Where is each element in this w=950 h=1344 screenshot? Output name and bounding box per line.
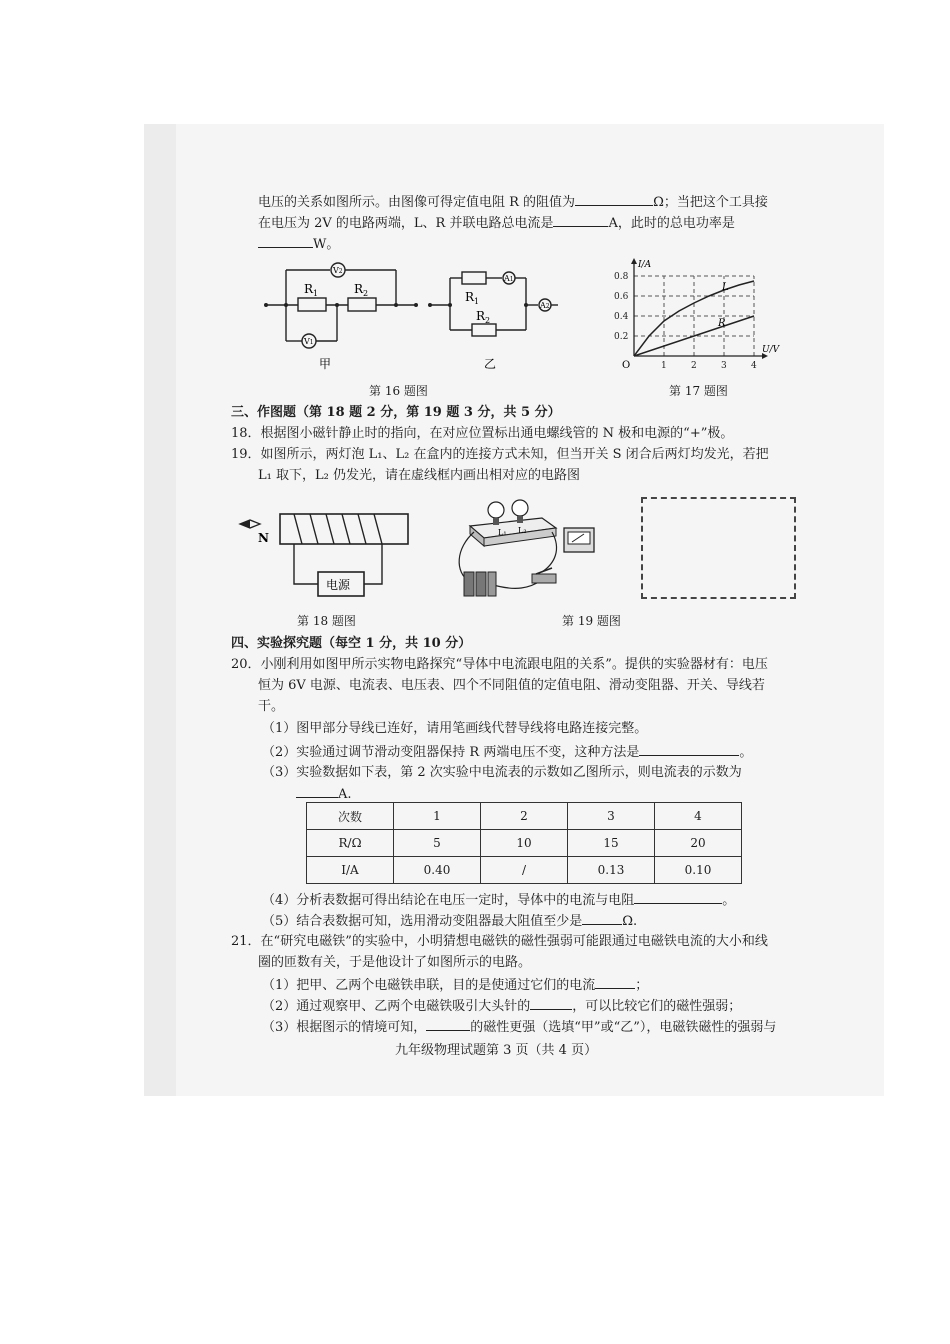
label-jia: 甲 — [319, 357, 332, 371]
q20-line-2: 恒为 6V 电源、电流表、电压表、四个不同阻值的定值电阻、滑动变阻器、开关、导线若 — [258, 678, 765, 693]
battery-cell — [464, 572, 474, 596]
table-cell: I/A — [307, 857, 394, 884]
fig16-caption: 第 16 题图 — [369, 384, 428, 398]
table-cell: 次数 — [307, 803, 394, 830]
page-footer: 九年级物理试题第 3 页（共 4 页） — [395, 1043, 598, 1058]
n-pole-label: N — [258, 531, 269, 545]
table-cell: 1 — [394, 803, 481, 830]
y-tick-label: 0.6 — [614, 292, 629, 302]
curve-l-label: L — [722, 282, 729, 293]
chart-grid — [634, 276, 754, 356]
a2-label: A2 — [540, 301, 550, 310]
q19-line-1: 19．如图所示，两灯泡 L₁、L₂ 在盒内的连接方式未知，但当开关 S 闭合后两灯均发光，若把 — [231, 447, 769, 462]
answer-blank[interactable] — [575, 192, 653, 206]
switch-s — [532, 574, 556, 583]
y-axis-arrow — [631, 258, 637, 264]
section4-heading: 四、实验探究题（每空 1 分，共 10 分） — [231, 636, 472, 651]
q21-part-3: （3）根据图示的情境可知， 的磁性更强（选填“甲”或“乙”），电磁铁磁性的强弱与 — [262, 1017, 776, 1037]
answer-blank[interactable] — [530, 996, 572, 1010]
r1-label: $R_1$ — [304, 282, 319, 298]
q20-line-3: 干。 — [258, 699, 285, 714]
table-cell: 0.40 — [394, 857, 481, 884]
r2-resistor — [472, 324, 496, 336]
x-tick-label: 2 — [691, 361, 697, 371]
r2-label-yi: $R_2$ — [476, 309, 491, 325]
answer-blank[interactable] — [582, 911, 622, 925]
table-row — [307, 830, 742, 857]
table-cell: 10 — [481, 830, 568, 857]
table-cell: 3 — [568, 803, 655, 830]
x-tick-label: 3 — [721, 361, 727, 371]
table-cell: 0.13 — [568, 857, 655, 884]
battery-cell — [476, 572, 486, 596]
table-cell: / — [481, 857, 568, 884]
answer-blank[interactable] — [639, 742, 739, 756]
bulb-l1 — [488, 502, 504, 518]
table-cell: R/Ω — [307, 830, 394, 857]
x-tick-label: 4 — [751, 361, 757, 371]
fig18-solenoid — [236, 502, 416, 606]
y-tick-label: 0.4 — [614, 312, 629, 322]
table-row — [307, 803, 742, 830]
section3-heading: 三、作图题（第 18 题 2 分，第 19 题 3 分，共 5 分） — [231, 405, 561, 420]
y-axis-label: I/A — [638, 260, 652, 270]
l2-label: L₂ — [518, 526, 527, 535]
r2-resistor — [348, 298, 376, 311]
fig16-circuits — [258, 256, 558, 380]
y-tick-label: 0.8 — [614, 272, 629, 282]
l1-label: L₁ — [498, 528, 507, 537]
q21-part-1: （1）把甲、乙两个电磁铁串联，目的是使通过它们的电流 ； — [262, 975, 648, 995]
q20-part-3-answer: A. — [296, 784, 352, 804]
q20-part-1: （1）图甲部分导线已连好，请用笔画线代替导线将电路连接完整。 — [262, 721, 648, 736]
answer-blank[interactable] — [634, 890, 722, 904]
curve-r-label: R — [718, 318, 726, 329]
v1-label: V1 — [304, 337, 314, 346]
table-cell: 0.10 — [655, 857, 742, 884]
power-supply-label: 电源 — [326, 578, 351, 592]
answer-blank[interactable] — [296, 784, 338, 798]
table-cell: 15 — [568, 830, 655, 857]
q19-line-2: L₁ 取下，L₂ 仍发光，请在虚线框内画出相对应的电路图 — [258, 468, 580, 483]
y-tick-label: 0.2 — [614, 332, 629, 342]
answer-blank[interactable] — [553, 213, 608, 227]
q20-line-1: 20．小刚利用如图甲所示实物电路探究“导体中电流跟电阻的关系”。提供的实验器材有：电压 — [231, 657, 768, 672]
bulb-l2 — [512, 500, 528, 516]
q17-line-2: 在电压为 2V 的电路两端，L、R 并联电路总电流是 A，此时的总电功率是 — [258, 213, 735, 233]
q18-text: 18．根据图小磁针静止时的指向，在对应位置标出通电螺线管的 N 极和电源的“+”极。 — [231, 426, 734, 441]
answer-blank[interactable] — [595, 975, 635, 989]
data-table — [306, 802, 742, 884]
origin-label: O — [622, 360, 631, 371]
q21-line-2: 圈的匝数有关，于是他设计了如图所示的电路。 — [258, 955, 532, 970]
solenoid-core — [280, 514, 408, 544]
fig17-caption: 第 17 题图 — [669, 384, 728, 398]
table-cell: 2 — [481, 803, 568, 830]
q17-line-1: 电压的关系如图所示。由图像可得定值电阻 R 的阻值为 Ω；当把这个工具接 — [258, 192, 768, 212]
battery-cell — [488, 572, 496, 596]
table-cell: 5 — [394, 830, 481, 857]
q21-part-2: （2）通过观察甲、乙两个电磁铁吸引大头针的 ，可以比较它们的磁性强弱； — [262, 996, 741, 1016]
v2-label: V2 — [333, 266, 343, 275]
r1-resistor — [298, 298, 326, 311]
table-cell: 4 — [655, 803, 742, 830]
table-row — [307, 857, 742, 884]
a1-label: A1 — [504, 274, 514, 283]
q21-line-1: 21．在“研究电磁铁”的实验中，小明猜想电磁铁的磁性强弱可能跟通过电磁铁电流的大小和线 — [231, 934, 768, 949]
r1-resistor — [462, 272, 486, 284]
fig19-circuit — [446, 488, 606, 606]
fig19-caption: 第 19 题图 — [562, 614, 621, 628]
r1-label-yi: $R_1$ — [465, 290, 480, 306]
q17-line-3: W。 — [258, 234, 339, 254]
table-cell: 20 — [655, 830, 742, 857]
q20-part-2: （2）实验通过调节滑动变阻器保持 R 两端电压不变，这种方法是 。 — [262, 742, 752, 762]
label-yi: 乙 — [484, 357, 497, 371]
answer-blank[interactable] — [426, 1017, 470, 1031]
x-tick-label: 1 — [661, 361, 667, 371]
circuit-drawing-area[interactable] — [641, 497, 796, 599]
q20-part-4: （4）分析表数据可得出结论在电压一定时，导体中的电流与电阻 。 — [262, 890, 735, 910]
answer-blank[interactable] — [258, 234, 313, 248]
fig17-iu-chart — [604, 256, 788, 376]
x-axis-label: U/V — [762, 345, 780, 355]
q20-part-3: （3）实验数据如下表，第 2 次实验中电流表的示数如乙图所示，则电流表的示数为 — [262, 765, 742, 780]
r2-label: $R_2$ — [354, 282, 369, 298]
q20-part-5: （5）结合表数据可知，选用滑动变阻器最大阻值至少是 Ω. — [262, 911, 637, 931]
fig18-caption: 第 18 题图 — [297, 614, 356, 628]
